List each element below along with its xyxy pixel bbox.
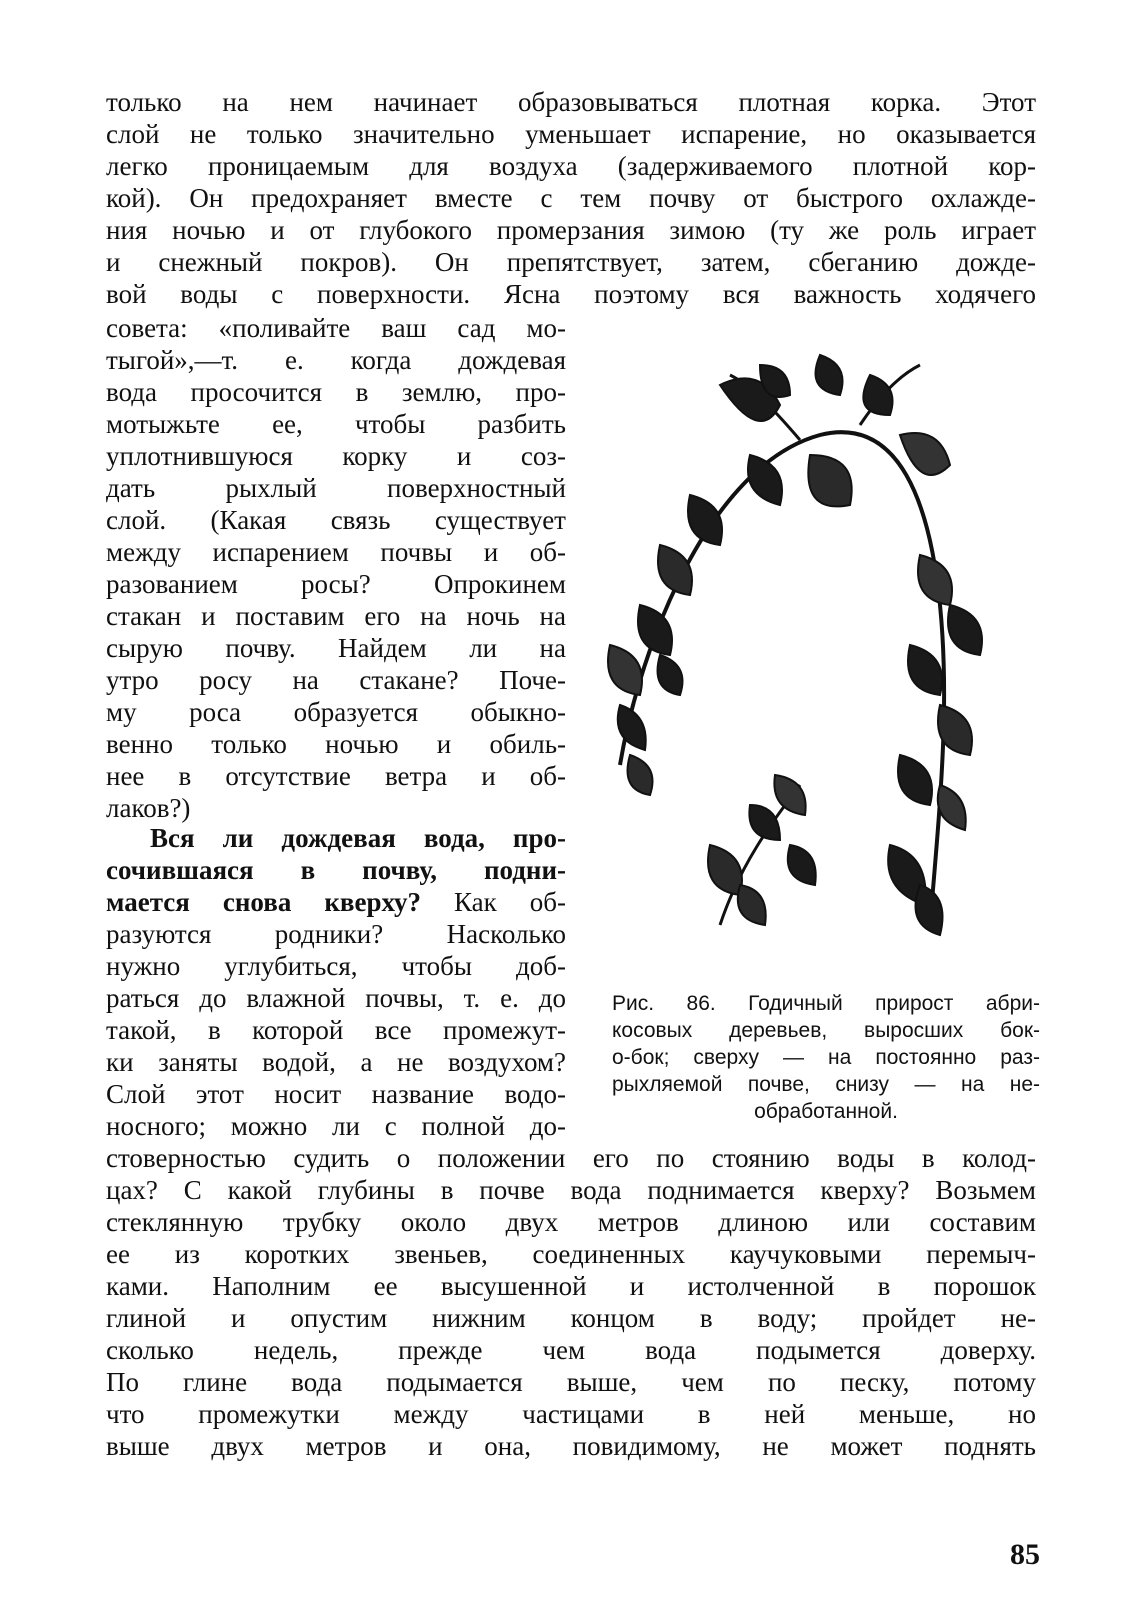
text-line: выше двух метров и она, повидимому, не может поднять xyxy=(106,1431,1036,1461)
text-line: Слой этот носит название водо- xyxy=(106,1079,566,1109)
figure-caption xyxy=(612,990,1040,1125)
text-line: ками. Наполним ее высушенной и истолченной в порошок xyxy=(106,1271,1036,1301)
text-line: стакан и поставим его на ночь на xyxy=(106,601,566,631)
bold-question-fragment: мается снова кверху? xyxy=(106,887,421,917)
text-line: сырую почву. Найдем ли на xyxy=(106,633,566,663)
text-line: легко проницаемым для воздуха (задерживаемого плотной кор- xyxy=(106,151,1036,181)
text-line: сколько недель, прежде чем вода подымется доверху. xyxy=(106,1335,1036,1365)
caption-line: Рис. 86. Годичный прирост абри- xyxy=(612,992,1040,1015)
text-line: носного; можно ли с полной до- xyxy=(106,1111,566,1141)
text-line: вода просочится в землю, про- xyxy=(106,377,566,407)
bold-question-line: Вся ли дождевая вода, про- xyxy=(150,823,566,853)
text-line: разуются родники? Насколько xyxy=(106,919,566,949)
text-line: му роса образуется обыкно- xyxy=(106,697,566,727)
text-line: мотыжьте ее, чтобы разбить xyxy=(106,409,566,439)
text-line: уплотнившуюся корку и соз- xyxy=(106,441,566,471)
apricot-branches-illustration xyxy=(600,345,1040,965)
text-line: венно только ночью и обиль- xyxy=(106,729,566,759)
mixed-line xyxy=(106,886,566,918)
text-line: совета: «поливайте ваш сад мо- xyxy=(106,313,566,343)
text-line: вой воды с поверхности. Ясна поэтому вся важность ходячего xyxy=(106,279,1036,309)
text-line: разованием росы? Опрокинем xyxy=(106,569,566,599)
text-line: и снежный покров). Он препятствует, затем, сбеганию дожде- xyxy=(106,247,1036,277)
text-line: стоверностью судить о положении его по стоянию воды в колод- xyxy=(106,1143,1036,1173)
caption-line: косовых деревьев, выросших бок- xyxy=(612,1019,1040,1042)
caption-line: обработанной. xyxy=(754,1100,898,1123)
text-line: тыгой»,—т. е. когда дождевая xyxy=(106,345,566,375)
page-number: 85 xyxy=(1010,1538,1040,1571)
text-line: цах? С какой глубины в почве вода поднимается кверху? Возьмем xyxy=(106,1175,1036,1205)
text-fragment: Как об- xyxy=(420,887,566,917)
text-line: ки заняты водой, а не воздухом? xyxy=(106,1047,566,1077)
text-line: лаков?) xyxy=(106,793,191,823)
text-line: ее из коротких звеньев, соединенных каучуковыми перемыч- xyxy=(106,1239,1036,1269)
text-line: между испарением почвы и об- xyxy=(106,537,566,567)
text-line: слой не только значительно уменьшает испарение, но оказывается xyxy=(106,119,1036,149)
text-line: нужно углубиться, чтобы доб- xyxy=(106,951,566,981)
text-line: раться до влажной почвы, т. е. до xyxy=(106,983,566,1013)
bold-question-line: сочившаяся в почву, подни- xyxy=(106,855,566,885)
text-line: нее в отсутствие ветра и об- xyxy=(106,761,566,791)
text-line: что промежутки между частицами в ней меньше, но xyxy=(106,1399,1036,1429)
text-line: глиной и опустим нижним концом в воду; пройдет не- xyxy=(106,1303,1036,1333)
text-line: ния ночью и от глубокого промерзания зимою (ту же роль играет xyxy=(106,215,1036,245)
text-line: дать рыхлый поверхностный xyxy=(106,473,566,503)
text-line: кой). Он предохраняет вместе с тем почву от быстрого охлажде- xyxy=(106,183,1036,213)
text-line: слой. (Какая связь существует xyxy=(106,505,566,535)
text-line: только на нем начинает образовываться плотная корка. Этот xyxy=(106,87,1036,117)
caption-line: рыхляемой почве, снизу — на не- xyxy=(612,1073,1040,1096)
text-line: такой, в которой все промежут- xyxy=(106,1015,566,1045)
text-line: утро росу на стакане? Поче- xyxy=(106,665,566,695)
text-line: По глине вода подымается выше, чем по песку, потому xyxy=(106,1367,1036,1397)
caption-line: о-бок; сверху — на постоянно раз- xyxy=(612,1046,1040,1069)
text-line: стеклянную трубку около двух метров длиною или составим xyxy=(106,1207,1036,1237)
